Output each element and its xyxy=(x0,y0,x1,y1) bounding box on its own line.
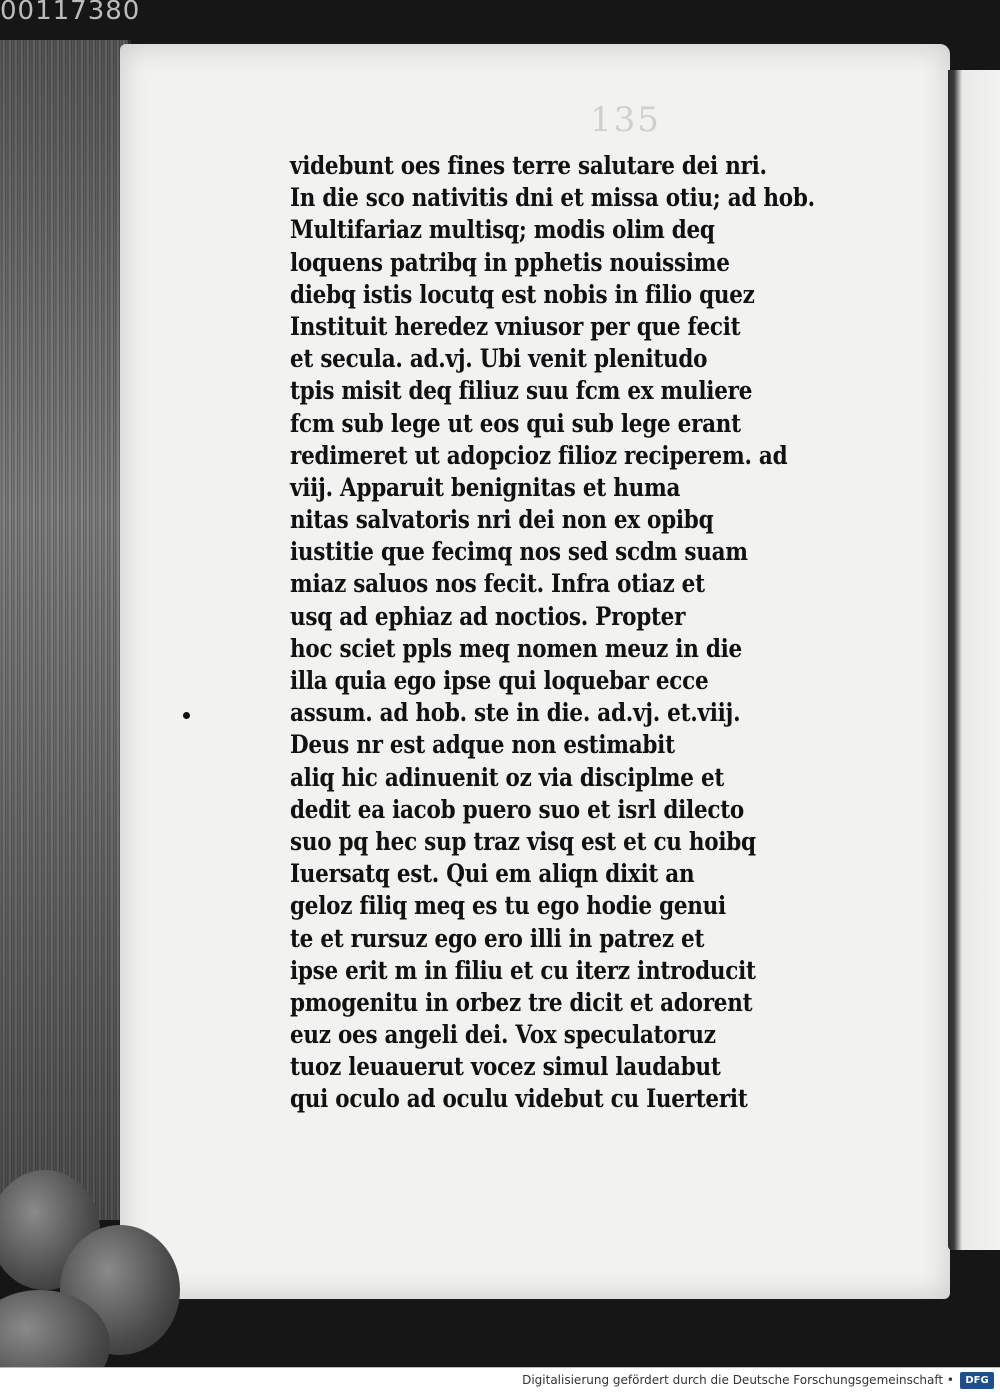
text-line: euz oes angeli dei. Vox speculatoruz xyxy=(290,1020,716,1050)
text-line: iustitie que fecimq nos sed scdm suam xyxy=(290,537,748,567)
dfg-logo: DFG xyxy=(960,1372,994,1389)
text-line: ipse erit m in filiu et cu iterz introducit xyxy=(290,955,756,985)
text-line: geloz filiq meq es tu ego hodie genui xyxy=(290,891,726,921)
text-line: dedit ea iacob puero suo et isrl dilecto xyxy=(290,794,744,824)
footer-bar xyxy=(0,1367,1000,1393)
text-line: viij. Apparuit benignitas et huma xyxy=(290,472,681,502)
margin-mark xyxy=(183,712,190,719)
text-line: Iuersatq est. Qui em aliqn dixit an xyxy=(290,859,695,889)
text-line: Instituit heredez vniusor per que fecit xyxy=(290,311,741,341)
text-line: redimeret ut adopcioz filioz reciperem. ad xyxy=(290,440,788,470)
manuscript-text-block xyxy=(290,150,940,1116)
text-line: hoc sciet ppls meq nomen meuz in die xyxy=(290,633,742,663)
funding-credit: Digitalisierung gefördert durch die Deutsche Forschungsgemeinschaft • xyxy=(522,1373,954,1387)
text-line: suo pq hec sup traz visq est et cu hoibq xyxy=(290,826,756,856)
text-line: miaz saluos nos fecit. Infra otiaz et xyxy=(290,569,705,599)
folio-number: 135 xyxy=(590,100,661,140)
text-line: illa quia ego ipse qui loquebar ecce xyxy=(290,666,709,695)
text-line: et secula. ad.vj. Ubi venit plenitudo xyxy=(290,344,708,374)
facing-page-edge xyxy=(948,70,1000,1250)
text-line: pmogenitu in orbez tre dicit et adorent xyxy=(290,987,753,1017)
text-line: fcm sub lege ut eos qui sub lege erant xyxy=(290,408,741,438)
text-line: usq ad ephiaz ad noctios. Propter xyxy=(290,601,686,631)
text-line: te et rursuz ego ero illi in patrez et xyxy=(290,923,705,953)
text-line: Multifariaz multisq; modis olim deq xyxy=(290,215,715,245)
text-line: videbunt oes fines terre salutare dei nri. xyxy=(290,151,767,180)
text-line: tpis misit deq filiuz suu fcm ex muliere xyxy=(290,376,753,406)
catalog-id: 00117380 xyxy=(0,0,141,26)
text-line: qui oculo ad oculu videbut cu Iuerterit xyxy=(290,1084,748,1114)
holding-hand xyxy=(0,1140,220,1393)
book-page-edges xyxy=(0,40,131,1220)
text-line: nitas salvatoris nri dei non ex opibq xyxy=(290,505,714,535)
text-line: In die sco nativitis dni et missa otiu; ad hob. xyxy=(290,183,815,213)
text-line: Deus nr est adque non estimabit xyxy=(290,730,675,760)
text-line: aliq hic adinuenit oz via disciplme et xyxy=(290,762,725,792)
text-line: tuoz leuauerut vocez simul laudabut xyxy=(290,1052,721,1082)
text-line: loquens patribq in pphetis nouissime xyxy=(290,247,730,277)
text-line: diebq istis locutq est nobis in filio quez xyxy=(290,279,755,309)
text-line: assum. ad hob. ste in die. ad.vj. et.viij. xyxy=(290,698,741,728)
